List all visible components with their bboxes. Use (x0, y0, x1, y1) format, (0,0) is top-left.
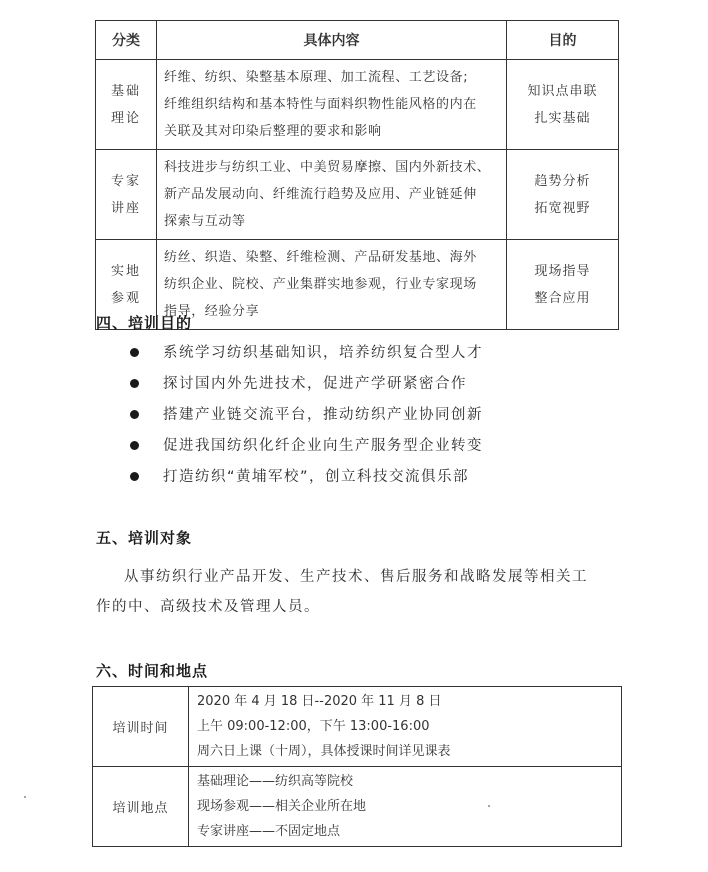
training-audience-paragraph (96, 562, 621, 622)
section-heading-training-audience: 五、培训对象 (96, 529, 193, 547)
table-row (96, 150, 619, 240)
value-text: 专家讲座——不固定地点 (197, 824, 341, 839)
list-item (130, 338, 483, 369)
content-cell (157, 60, 507, 150)
list-item-text: 探讨国内外先进技术，促进产学研紧密合作 (163, 376, 467, 392)
list-item (130, 462, 483, 493)
content-text: 纤维、纺织、染整基本原理、加工流程、工艺设备; (164, 70, 469, 85)
goal-text: 趋势分析 (534, 173, 591, 189)
category-text: 讲座 (110, 200, 141, 216)
table-row (93, 687, 622, 767)
goal-cell (507, 240, 619, 330)
goal-text: 扎实基础 (534, 110, 591, 126)
value-text: 2020 年 4 月 18 日--2020 年 11 月 8 日 (197, 694, 442, 709)
time-location-table (92, 686, 622, 847)
value-text: 基础理论——纺织高等院校 (197, 774, 354, 789)
category-text: 参观 (110, 290, 141, 306)
table-row (93, 767, 622, 847)
value-text: 周六日上课（十周），具体授课时间详见课表 (197, 744, 451, 759)
section-heading-training-purpose: 四、培训目的 (96, 314, 193, 332)
content-text: 指导，经验分享 (164, 304, 260, 319)
table-header-row (96, 21, 619, 60)
content-text: 纤维组织结构和基本特性与面料织物性能风格的内在 (164, 97, 477, 112)
bullet-icon (130, 379, 139, 388)
value-text: 现场参观——相关企业所在地 (197, 799, 367, 814)
bullet-icon (130, 472, 139, 481)
header-goal: 目的 (507, 21, 619, 60)
list-item (130, 369, 483, 400)
category-text: 实地 (110, 263, 141, 279)
content-text: 探索与互动等 (164, 214, 246, 229)
table-row (96, 60, 619, 150)
paragraph-line: 作的中、高级技术及管理人员。 (96, 599, 320, 615)
list-item (130, 400, 483, 431)
bullet-icon (130, 348, 139, 357)
bullet-icon (130, 410, 139, 419)
goal-text: 拓宽视野 (534, 200, 591, 216)
goal-text: 整合应用 (534, 290, 591, 306)
header-content: 具体内容 (157, 21, 507, 60)
bullet-icon (130, 441, 139, 450)
goal-text: 现场指导 (534, 263, 591, 279)
category-text: 专家 (110, 173, 141, 189)
content-text: 新产品发展动向、纤维流行趋势及应用、产业链延伸 (164, 187, 477, 202)
label-cell: 培训地点 (93, 767, 189, 847)
value-cell (189, 767, 622, 847)
category-text: 基础 (110, 83, 141, 99)
content-text: 纺织企业、院校、产业集群实地参观，行业专家现场 (164, 277, 477, 292)
goal-cell (507, 60, 619, 150)
section-heading-time-location: 六、时间和地点 (96, 662, 209, 680)
list-item-text: 打造纺织“黄埔军校”，创立科技交流俱乐部 (163, 469, 470, 485)
content-text: 科技进步与纺织工业、中美贸易摩擦、国内外新技术、 (164, 160, 491, 175)
list-item-text: 系统学习纺织基础知识，培养纺织复合型人才 (163, 345, 483, 361)
training-purpose-list (130, 338, 483, 493)
header-category: 分类 (96, 21, 157, 60)
scan-speck (24, 796, 26, 798)
content-text: 关联及其对印染后整理的要求和影响 (164, 124, 382, 139)
list-item-text: 搭建产业链交流平台，推动纺织产业协同创新 (163, 407, 483, 423)
content-cell (157, 150, 507, 240)
category-text: 理论 (110, 110, 141, 126)
goal-text: 知识点串联 (527, 83, 598, 99)
value-text: 上午 09:00-12:00，下午 13:00-16:00 (197, 719, 430, 734)
list-item (130, 431, 483, 462)
label-cell: 培训时间 (93, 687, 189, 767)
content-cell (157, 240, 507, 330)
category-cell (96, 150, 157, 240)
content-text: 纺丝、织造、染整、纤维检测、产品研发基地、海外 (164, 250, 477, 265)
training-content-table (95, 20, 619, 330)
scan-speck (488, 805, 490, 807)
category-cell (96, 60, 157, 150)
goal-cell (507, 150, 619, 240)
value-cell (189, 687, 622, 767)
list-item-text: 促进我国纺织化纤企业向生产服务型企业转变 (163, 438, 483, 454)
paragraph-line: 从事纺织行业产品开发、生产技术、售后服务和战略发展等相关工 (124, 569, 588, 585)
